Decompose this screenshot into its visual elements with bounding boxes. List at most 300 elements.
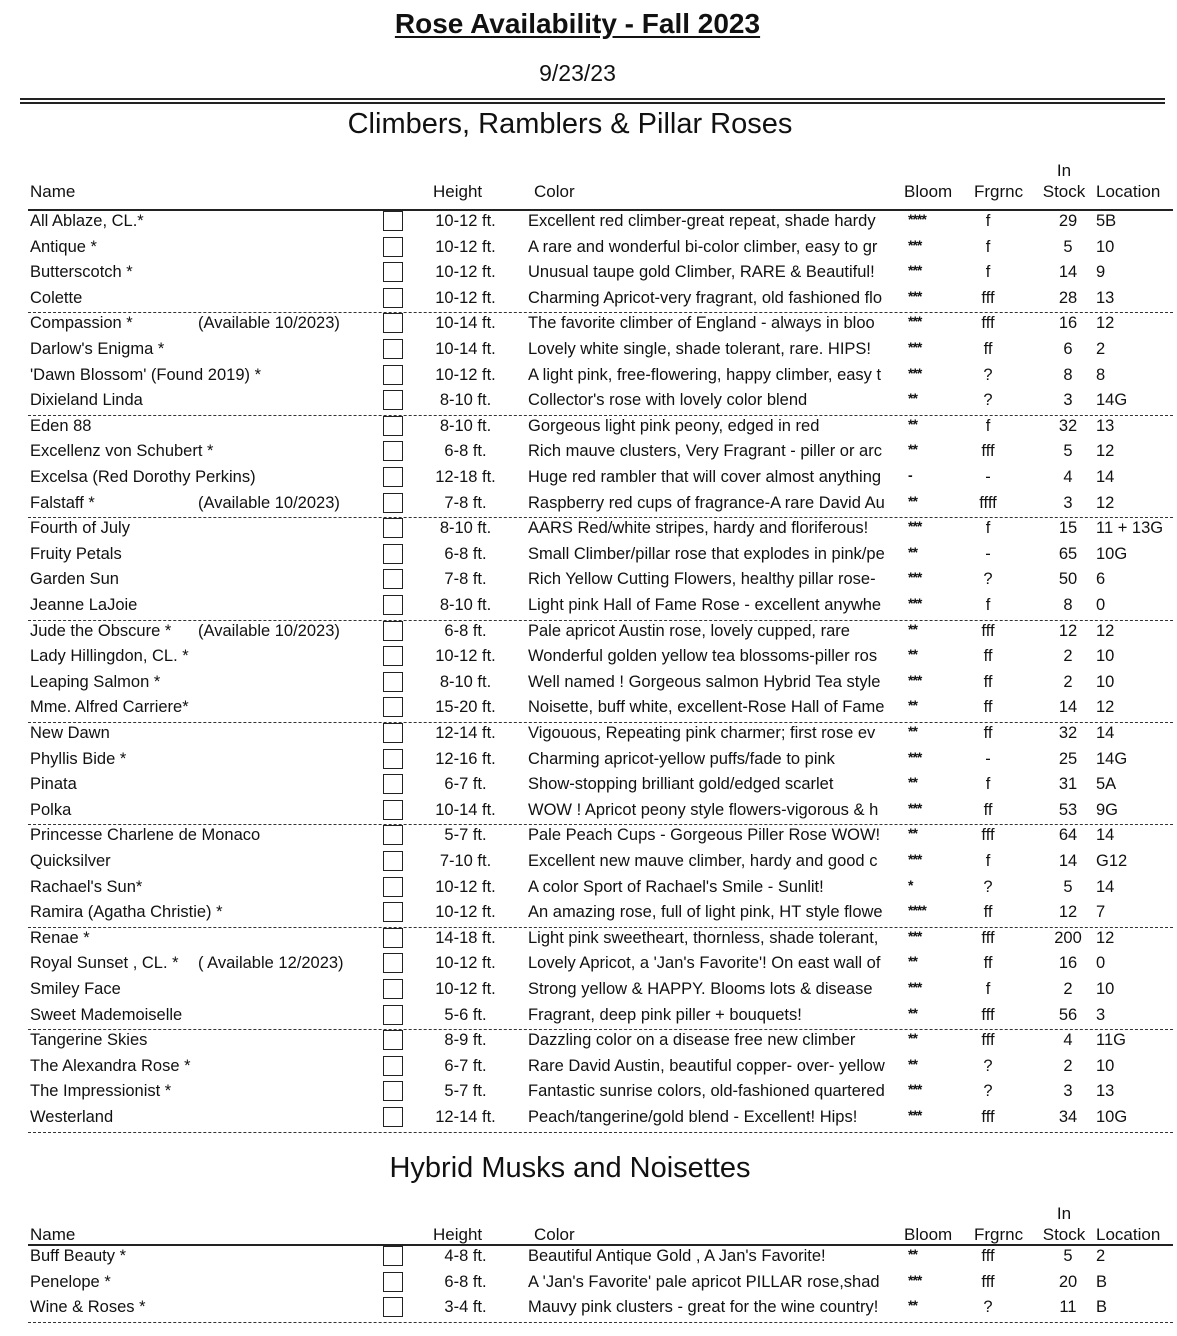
- rose-color-description: Vigouous, Repeating pink charmer; first rose ev: [528, 724, 876, 742]
- location: 2: [1096, 340, 1106, 358]
- rose-height: 10-12 ft.: [435, 980, 496, 998]
- fragrance-rating: f: [985, 596, 991, 614]
- rose-color-description: A rare and wonderful bi-color climber, easy to gr: [528, 237, 878, 256]
- location: 12: [1096, 698, 1115, 717]
- rose-color-description: WOW ! Apricot peony style flowers-vigorous & h: [528, 800, 879, 819]
- rose-color-description: A 'Jan's Favorite' pale apricot PILLAR rose,shad: [528, 1272, 880, 1291]
- order-checkbox[interactable]: [383, 595, 403, 615]
- in-stock-count: 16: [1058, 954, 1078, 973]
- in-stock-count: 4: [1063, 468, 1073, 486]
- location: 12: [1096, 314, 1115, 333]
- location: 14: [1096, 468, 1115, 486]
- rose-height: 5-7 ft.: [444, 1082, 487, 1101]
- table-row: [28, 722, 1173, 748]
- page-date: 9/23/23: [539, 60, 616, 86]
- rose-name: Leaping Salmon *: [30, 672, 161, 691]
- fragrance-rating: ff: [983, 672, 993, 691]
- rose-height: 6-8 ft.: [444, 442, 487, 461]
- table-row: [28, 799, 1173, 826]
- location: 10: [1096, 980, 1115, 998]
- order-checkbox[interactable]: [383, 1030, 403, 1050]
- rose-color-description: Light pink Hall of Fame Rose - excellent anywhe: [528, 596, 882, 614]
- fragrance-rating: -: [985, 749, 991, 768]
- order-checkbox[interactable]: [383, 723, 403, 743]
- bloom-rating: **: [908, 390, 917, 407]
- table-row: [28, 338, 1173, 364]
- rose-color-description: Unusual taupe gold Climber, RARE & Beautiful!: [528, 263, 875, 282]
- rose-height: 10-14 ft.: [435, 314, 496, 333]
- rose-name: Phyllis Bide *: [30, 749, 127, 768]
- top-rule-double: [20, 102, 1165, 104]
- location: 2: [1096, 1247, 1106, 1265]
- rose-color-description: Fantastic sunrise colors, old-fashioned quartered: [528, 1082, 885, 1101]
- in-stock-count: 56: [1058, 1005, 1078, 1024]
- order-checkbox[interactable]: [383, 1005, 403, 1025]
- in-stock-count: 5: [1063, 442, 1073, 461]
- location: 8: [1096, 365, 1106, 384]
- rose-color-description: Pale Peach Cups - Gorgeous Piller Rose WOW!: [528, 826, 881, 845]
- order-checkbox[interactable]: [383, 211, 403, 231]
- bloom-rating: ***: [908, 927, 922, 944]
- rose-name: Jeanne LaJoie: [30, 596, 138, 614]
- bloom-rating: **: [908, 953, 917, 970]
- order-checkbox[interactable]: [383, 672, 403, 692]
- rose-height: 10-12 ft.: [435, 288, 496, 307]
- in-stock-count: 5: [1063, 1247, 1073, 1265]
- table-row: [28, 850, 1173, 876]
- order-checkbox[interactable]: [383, 697, 403, 717]
- fragrance-rating: f: [985, 980, 991, 998]
- rose-height: 10-12 ft.: [435, 647, 496, 666]
- column-header-bloom: Bloom: [904, 182, 953, 201]
- rose-name: Buff Beauty *: [30, 1247, 127, 1265]
- order-checkbox[interactable]: [383, 646, 403, 666]
- bloom-rating: **: [908, 1004, 917, 1021]
- rose-name: Sweet Mademoiselle: [30, 1005, 183, 1024]
- bloom-rating: **: [908, 1055, 917, 1072]
- rose-color-description: Charming apricot-yellow puffs/fade to pink: [528, 749, 835, 768]
- rose-height: 6-8 ft.: [444, 1272, 487, 1291]
- rose-name: The Alexandra Rose *: [30, 1056, 191, 1075]
- order-checkbox[interactable]: [383, 1297, 403, 1317]
- column-header-color: Color: [534, 182, 575, 201]
- column-header-fragrance: Frgrnc: [974, 1225, 1024, 1244]
- rose-color-description: Peach/tangerine/gold blend - Excellent! Hips!: [528, 1108, 858, 1126]
- location: 10G: [1096, 1108, 1128, 1126]
- fragrance-rating: ff: [983, 724, 993, 742]
- table-row: [28, 594, 1173, 621]
- rose-name: Antique *: [30, 237, 97, 256]
- section-title: Hybrid Musks and Noisettes: [389, 1152, 751, 1184]
- location: 13: [1096, 288, 1115, 307]
- rose-height: 7-10 ft.: [439, 852, 492, 870]
- table-row: [28, 312, 1173, 338]
- order-checkbox[interactable]: [383, 441, 403, 461]
- in-stock-count: 2: [1063, 1056, 1073, 1075]
- table-row: [28, 978, 1173, 1004]
- rose-color-description: Collector's rose with lovely color blend: [528, 391, 808, 410]
- rose-name: Pinata: [30, 775, 77, 794]
- rose-name: Darlow's Enigma *: [30, 340, 165, 358]
- rose-name: The Impressionist *: [30, 1082, 172, 1101]
- bloom-rating: *: [908, 876, 913, 893]
- in-stock-count: 50: [1058, 570, 1078, 589]
- rose-name: Jude the Obscure *: [30, 621, 172, 640]
- location: 14G: [1096, 391, 1128, 410]
- location: 12: [1096, 442, 1115, 461]
- column-header-height: Height: [433, 1225, 483, 1244]
- rose-height: 10-14 ft.: [435, 800, 496, 819]
- rose-color-description: Lovely white single, shade tolerant, rare. HIPS!: [528, 340, 872, 358]
- in-stock-count: 15: [1058, 519, 1078, 538]
- order-checkbox[interactable]: [383, 979, 403, 999]
- in-stock-count: 34: [1058, 1108, 1078, 1126]
- rose-color-description: Mauvy pink clusters - great for the wine country!: [528, 1298, 879, 1317]
- location: 14G: [1096, 749, 1128, 768]
- in-stock-count: 14: [1058, 698, 1078, 717]
- rose-name: Dixieland Linda: [30, 391, 143, 410]
- rose-height: 5-7 ft.: [444, 826, 487, 845]
- order-checkbox[interactable]: [383, 339, 403, 359]
- rose-height: 7-8 ft.: [444, 570, 487, 589]
- order-checkbox[interactable]: [383, 313, 403, 333]
- table-row: [28, 210, 1173, 236]
- in-stock-count: 3: [1063, 493, 1073, 512]
- order-checkbox[interactable]: [383, 877, 403, 897]
- page-title: Rose Availability - Fall 2023: [394, 8, 761, 39]
- order-checkbox[interactable]: [383, 493, 403, 513]
- bloom-rating: ***: [908, 339, 922, 355]
- rose-name: Wine & Roses *: [30, 1298, 146, 1317]
- rose-color-description: Small Climber/pillar rose that explodes in pink/pe: [528, 544, 885, 563]
- fragrance-rating: f: [985, 775, 991, 794]
- order-checkbox[interactable]: [383, 1246, 403, 1266]
- rose-height: 10-12 ft.: [435, 237, 496, 256]
- in-stock-count: 8: [1063, 596, 1073, 614]
- location: 14: [1096, 826, 1115, 845]
- rose-height: 6-8 ft.: [444, 621, 487, 640]
- order-checkbox[interactable]: [383, 1056, 403, 1076]
- in-stock-count: 64: [1058, 826, 1078, 845]
- rose-color-description: Light pink sweetheart, thornless, shade tolerant,: [528, 928, 879, 947]
- order-checkbox[interactable]: [383, 390, 403, 410]
- location: 12: [1096, 928, 1115, 947]
- rose-name: Smiley Face: [30, 980, 121, 998]
- location: 9G: [1096, 800, 1119, 819]
- in-stock-count: 5: [1063, 877, 1073, 896]
- fragrance-rating: ff: [983, 698, 993, 717]
- bloom-rating: ***: [908, 1107, 922, 1123]
- location: 0: [1096, 596, 1106, 614]
- rose-name: Colette: [30, 288, 83, 307]
- bloom-rating: ***: [908, 569, 922, 586]
- rose-color-description: Rare David Austin, beautiful copper- over- yellow: [528, 1056, 885, 1075]
- availability-note: (Available 10/2023): [198, 621, 340, 640]
- rose-color-description: Show-stopping brilliant gold/edged scarlet: [528, 775, 834, 794]
- bloom-rating: **: [908, 646, 917, 663]
- in-stock-count: 4: [1063, 1031, 1073, 1050]
- rose-height: 8-9 ft.: [444, 1031, 487, 1050]
- fragrance-rating: ff: [983, 340, 993, 358]
- bloom-rating: ***: [908, 364, 922, 381]
- location: 12: [1096, 621, 1115, 640]
- rose-height: 7-8 ft.: [444, 493, 487, 512]
- location: B: [1096, 1298, 1108, 1317]
- rose-name: Quicksilver: [30, 852, 111, 870]
- rose-height: 6-8 ft.: [444, 544, 487, 563]
- rose-color-description: Raspberry red cups of fragrance-A rare David Au: [528, 493, 885, 512]
- order-checkbox[interactable]: [383, 749, 403, 769]
- in-stock-count: 28: [1058, 288, 1078, 307]
- rose-name: Falstaff *: [30, 493, 95, 512]
- bloom-rating: ***: [908, 518, 922, 535]
- fragrance-rating: fff: [981, 826, 995, 845]
- table-row: [28, 620, 1173, 646]
- order-checkbox[interactable]: [383, 1107, 403, 1127]
- table-row: [28, 261, 1173, 287]
- location: G12: [1096, 852, 1128, 870]
- bloom-rating: **: [908, 441, 917, 458]
- location: 5B: [1096, 212, 1117, 230]
- rose-height: 14-18 ft.: [435, 928, 496, 947]
- fragrance-rating: ff: [983, 647, 993, 666]
- location: 10: [1096, 237, 1115, 256]
- order-checkbox[interactable]: [383, 467, 403, 487]
- in-stock-count: 5: [1063, 237, 1073, 256]
- column-header-stock: Stock: [1042, 1225, 1086, 1244]
- order-checkbox[interactable]: [383, 262, 403, 282]
- rose-height: 8-10 ft.: [439, 519, 492, 538]
- rose-color-description: AARS Red/white stripes, hardy and floriferous!: [528, 519, 869, 538]
- rose-height: 12-18 ft.: [435, 468, 496, 486]
- bloom-rating: **: [908, 620, 917, 637]
- order-checkbox[interactable]: [383, 416, 403, 436]
- table-row: [28, 645, 1173, 671]
- rose-color-description: Rich Yellow Cutting Flowers, healthy pillar rose-: [528, 570, 876, 589]
- rose-name: Excelsa (Red Dorothy Perkins): [30, 468, 256, 486]
- fragrance-rating: ?: [983, 365, 993, 384]
- fragrance-rating: fff: [981, 1272, 995, 1291]
- rose-color-description: The favorite climber of England - always in bloo: [528, 314, 875, 333]
- table-row: [28, 1296, 1173, 1323]
- table-row: [28, 389, 1173, 416]
- table-row: [28, 287, 1173, 314]
- bloom-rating: **: [908, 492, 917, 509]
- in-stock-count: 53: [1058, 800, 1078, 819]
- rose-color-description: Huge red rambler that will cover almost anything: [528, 468, 882, 486]
- rose-color-description: Well named ! Gorgeous salmon Hybrid Tea style: [528, 672, 881, 691]
- location: 6: [1096, 570, 1106, 589]
- availability-note: (Available 10/2023): [198, 493, 340, 512]
- bloom-rating: ***: [908, 313, 922, 330]
- location: 11G: [1096, 1031, 1126, 1050]
- fragrance-rating: ffff: [979, 493, 997, 512]
- rose-height: 4-8 ft.: [444, 1247, 487, 1265]
- rose-color-description: Beautiful Antique Gold , A Jan's Favorite!: [528, 1247, 826, 1265]
- table-row: [28, 440, 1173, 466]
- table-row: [28, 543, 1173, 569]
- in-stock-count: 29: [1058, 212, 1078, 230]
- order-checkbox[interactable]: [383, 825, 403, 845]
- order-checkbox[interactable]: [383, 544, 403, 564]
- rose-name: Royal Sunset , CL. *: [30, 954, 179, 973]
- location: B: [1096, 1272, 1108, 1291]
- rose-color-description: Noisette, buff white, excellent-Rose Hall of Fame: [528, 698, 885, 717]
- order-checkbox[interactable]: [383, 288, 403, 308]
- fragrance-rating: f: [985, 263, 991, 282]
- in-stock-count: 12: [1058, 621, 1078, 640]
- section-title: Climbers, Ramblers & Pillar Roses: [347, 108, 793, 140]
- bloom-rating: ***: [908, 236, 922, 253]
- fragrance-rating: -: [985, 544, 991, 563]
- rose-color-description: Fragrant, deep pink piller + bouquets!: [528, 1005, 802, 1024]
- fragrance-rating: fff: [981, 314, 995, 333]
- in-stock-count: 25: [1058, 749, 1078, 768]
- column-header-in-stock: [1042, 1203, 1086, 1245]
- table-row: [28, 927, 1173, 953]
- order-checkbox[interactable]: [383, 902, 403, 922]
- in-stock-count: 32: [1058, 724, 1078, 742]
- table-row: [28, 773, 1173, 799]
- location: 0: [1096, 954, 1106, 973]
- bloom-rating: ***: [908, 799, 922, 816]
- rose-name: 'Dawn Blossom' (Found 2019) *: [30, 365, 261, 384]
- order-checkbox[interactable]: [383, 928, 403, 948]
- rose-color-description: Rich mauve clusters, Very Fragrant - piller or arc: [528, 442, 882, 461]
- location: 13: [1096, 1082, 1115, 1101]
- table-row: [28, 748, 1173, 774]
- location: 3: [1096, 1005, 1106, 1024]
- fragrance-rating: f: [985, 852, 991, 870]
- rose-name: Compassion *: [30, 314, 133, 333]
- fragrance-rating: f: [985, 237, 991, 256]
- order-checkbox[interactable]: [383, 800, 403, 820]
- bloom-rating: ****: [908, 211, 926, 227]
- in-stock-count: 31: [1058, 775, 1078, 794]
- order-checkbox[interactable]: [383, 1272, 403, 1292]
- availability-note: ( Available 12/2023): [198, 954, 344, 973]
- fragrance-rating: f: [985, 416, 991, 435]
- rose-name: New Dawn: [30, 724, 110, 742]
- bloom-rating: ***: [908, 748, 922, 765]
- in-stock-count: 200: [1054, 928, 1082, 947]
- column-header-location: Location: [1096, 1225, 1161, 1244]
- in-stock-count: 16: [1058, 314, 1078, 333]
- bloom-rating: ****: [908, 902, 926, 919]
- table-row: [28, 517, 1173, 543]
- table-row: [28, 1080, 1173, 1106]
- fragrance-rating: fff: [981, 621, 995, 640]
- order-checkbox[interactable]: [383, 621, 403, 641]
- in-stock-count: 20: [1058, 1272, 1078, 1291]
- rose-height: 10-12 ft.: [435, 212, 496, 230]
- table-row: [28, 466, 1173, 492]
- bloom-rating: ***: [908, 1271, 922, 1288]
- rose-height: 5-6 ft.: [444, 1005, 487, 1024]
- column-header-fragrance: Frgrnc: [974, 182, 1024, 201]
- rose-height: 12-16 ft.: [435, 749, 496, 768]
- rose-height: 10-12 ft.: [435, 877, 496, 896]
- order-checkbox[interactable]: [383, 774, 403, 794]
- rose-name: Princesse Charlene de Monaco: [30, 826, 261, 845]
- fragrance-rating: fff: [981, 1005, 995, 1024]
- bloom-rating: **: [908, 774, 917, 791]
- table-row: [28, 1271, 1173, 1297]
- rose-height: 8-10 ft.: [439, 596, 492, 614]
- column-header-name: Name: [30, 1225, 76, 1244]
- location: 11 + 13G: [1096, 519, 1164, 538]
- fragrance-rating: ff: [983, 954, 993, 973]
- in-stock-count: 12: [1058, 903, 1078, 922]
- order-checkbox[interactable]: [383, 569, 403, 589]
- table-row: [28, 901, 1173, 928]
- table-row: [28, 1106, 1173, 1133]
- column-header-in-stock: [1042, 160, 1086, 202]
- bloom-rating: ***: [908, 595, 922, 611]
- rose-height: 8-10 ft.: [439, 416, 492, 435]
- rose-height: 8-10 ft.: [439, 672, 492, 691]
- location: 5A: [1096, 775, 1117, 794]
- fragrance-rating: ?: [983, 570, 993, 589]
- rose-name: Renae *: [30, 928, 90, 947]
- order-checkbox[interactable]: [383, 518, 403, 538]
- column-header-stock: Stock: [1042, 182, 1086, 201]
- rose-height: 12-14 ft.: [435, 1108, 496, 1126]
- table-row: [28, 1004, 1173, 1031]
- fragrance-rating: ff: [983, 800, 993, 819]
- table-row: [28, 952, 1173, 978]
- column-header-height: Height: [433, 182, 483, 201]
- rose-name: Lady Hillingdon, CL. *: [30, 647, 189, 666]
- bloom-rating: ***: [908, 287, 922, 304]
- column-header-in: In: [1056, 1204, 1072, 1223]
- rose-name: Mme. Alfred Carriere*: [30, 698, 189, 717]
- bloom-rating: **: [908, 723, 917, 739]
- order-checkbox[interactable]: [383, 953, 403, 973]
- location: 9: [1096, 263, 1106, 282]
- rose-height: 15-20 ft.: [435, 698, 496, 717]
- fragrance-rating: fff: [981, 1031, 995, 1050]
- rose-name: Eden 88: [30, 416, 92, 435]
- table-row: [28, 1055, 1173, 1081]
- fragrance-rating: ?: [983, 1056, 993, 1075]
- table-row: [28, 492, 1173, 519]
- rose-color-description: Charming Apricot-very fragrant, old fashioned flo: [528, 288, 883, 307]
- bloom-rating: ***: [908, 262, 922, 279]
- rose-height: 3-4 ft.: [444, 1298, 487, 1317]
- bloom-rating: **: [908, 697, 917, 714]
- table-row: [28, 1245, 1173, 1271]
- table-row: [28, 568, 1173, 594]
- rose-color-description: Pale apricot Austin rose, lovely cupped, rare: [528, 621, 850, 640]
- location: 14: [1096, 724, 1115, 742]
- location: 10G: [1096, 544, 1128, 563]
- rose-color-description: Lovely Apricot, a 'Jan's Favorite'! On east wall of: [528, 954, 881, 973]
- bloom-rating: **: [908, 1297, 917, 1314]
- rose-color-description: A light pink, free-flowering, happy climber, easy t: [528, 365, 882, 384]
- fragrance-rating: ff: [983, 903, 993, 922]
- order-checkbox[interactable]: [383, 1081, 403, 1101]
- order-checkbox[interactable]: [383, 851, 403, 871]
- rose-color-description: A color Sport of Rachael's Smile - Sunlit!: [528, 877, 824, 896]
- rose-color-description: Gorgeous light pink peony, edged in red: [528, 416, 820, 435]
- bloom-rating: -: [908, 467, 912, 483]
- bloom-rating: **: [908, 543, 917, 560]
- order-checkbox[interactable]: [383, 237, 403, 257]
- rose-name: Excellenz von Schubert *: [30, 442, 214, 461]
- in-stock-count: 14: [1058, 852, 1078, 870]
- order-checkbox[interactable]: [383, 365, 403, 385]
